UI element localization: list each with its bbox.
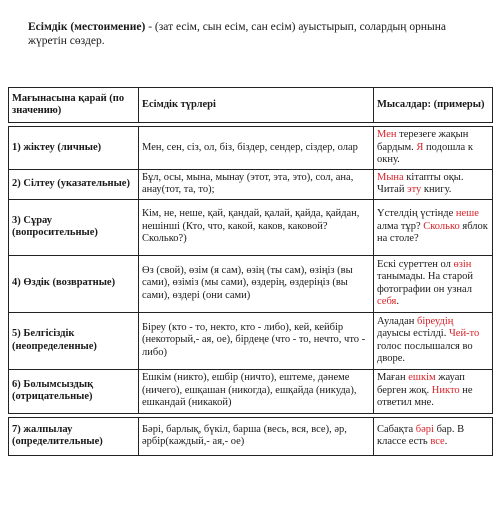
header-meaning: Мағынасына қарай (по значению): [9, 88, 139, 123]
example-text: Ескі суреттен ол: [377, 258, 454, 270]
example-cell: [374, 369, 493, 413]
example-text: подошла к окну.: [377, 141, 473, 165]
types-cell: Мен, сен, сіз, ол, біз, біздер, сендер, сіздер, олар: [139, 127, 374, 170]
highlighted-pronoun: бәрі: [415, 423, 434, 435]
highlighted-pronoun: эту: [407, 184, 422, 195]
example-text: Сабақта: [377, 423, 416, 435]
example-text: .: [444, 436, 448, 447]
table-row: [9, 169, 493, 199]
example-text: Үстелдің үстінде: [377, 208, 456, 220]
highlighted-pronoun: Сколько: [423, 220, 460, 232]
highlighted-pronoun: неше: [455, 208, 479, 220]
intro-term: Есімдік (местоимение): [28, 21, 146, 33]
example-text: дауысы естілді.: [377, 328, 449, 339]
example-text: голос послышался во дворе.: [377, 340, 473, 364]
highlighted-pronoun: ешкім: [408, 372, 436, 384]
example-cell: [374, 127, 493, 170]
types-cell: Кім, не, неше, қай, қандай, қалай, қайда, қайдан, нешінші (Кто, что, какой, каков, каковой? Сколько?): [139, 199, 374, 255]
category-cell: 1) жіктеу (личные): [9, 127, 139, 170]
header-types: Есімдік түрлері: [139, 88, 374, 123]
example-text: алма тұр?: [377, 220, 424, 232]
example-text: .: [396, 296, 399, 307]
highlighted-pronoun: Мына: [377, 171, 404, 183]
category-cell: 7) жалпылау (определительные): [9, 417, 139, 455]
types-cell: Өз (свой), өзім (я сам), өзің (ты сам), өзіңіз (вы сами), өзіміз (мы сами), өздерің, өздеріңіз (вы сами), өздері (они сами): [139, 255, 374, 312]
category-cell: 2) Сілтеу (указательные): [9, 169, 139, 199]
example-text: яблок на столе?: [377, 220, 488, 245]
example-cell: [374, 255, 493, 312]
table-row: [9, 255, 493, 312]
category-cell: 4) Өздік (возвратные): [9, 255, 139, 312]
example-cell: [374, 199, 493, 255]
example-cell: [374, 312, 493, 369]
types-cell: Бәрі, барлық, бүкіл, барша (весь, вся, все), әр, әрбір(каждый,- ая,- ое): [139, 417, 374, 455]
category-cell: 6) Болымсыздық (отрицательные): [9, 369, 139, 413]
category-cell: 3) Сұрау (вопросительные): [9, 199, 139, 255]
highlighted-pronoun: Мен: [377, 129, 397, 140]
example-text: бар. В классе есть: [377, 423, 465, 447]
highlighted-pronoun: Чей-то: [448, 328, 480, 339]
example-text: жауап берген жоқ.: [377, 372, 465, 396]
types-cell: Бұл, осы, мына, мынау (этот, эта, это), сол, ана, анау(тот, та, то);: [139, 169, 374, 199]
example-text: Маған: [377, 372, 409, 384]
types-cell: Ешкім (никто), ешбір (ничто), ештеме, дәнеме (ничего), ешқашан (никогда), ешқайда (никуда), ешкандай (никакой): [139, 369, 374, 413]
example-text: не ответил мне.: [377, 384, 473, 409]
table-row: [9, 127, 493, 170]
highlighted-pronoun: себя: [377, 296, 397, 307]
table-header-row: [9, 88, 493, 123]
intro-paragraph: [28, 20, 478, 48]
highlighted-pronoun: біреудің: [417, 315, 454, 327]
highlighted-pronoun: все: [430, 436, 445, 447]
types-cell: Біреу (кто - то, некто, кто - либо), кей, кейбір (некоторый,- ая, ое), бірдеңе (что - то, нечто, что - либо): [139, 312, 374, 369]
example-cell: [374, 169, 493, 199]
example-text: терезеге жақын бардым.: [377, 129, 469, 153]
highlighted-pronoun: өзін: [453, 258, 472, 270]
category-cell: 5) Белгісіздік (неопределенные): [9, 312, 139, 369]
table-row: [9, 199, 493, 255]
highlighted-pronoun: Я: [416, 141, 424, 153]
highlighted-pronoun: Никто: [431, 384, 460, 396]
example-text: танымады. На старой фотографии он узнал: [377, 271, 473, 295]
example-text: Ауладан: [377, 315, 417, 327]
example-text: книгу.: [421, 184, 452, 195]
table-row: [9, 312, 493, 369]
example-cell: [374, 417, 493, 455]
intro-definition: - (зат есім, сын есім, сан есім) ауыстырып, солардың орнына жүретін сөздер.: [28, 21, 446, 47]
pronoun-table: [8, 87, 493, 456]
table-row: [9, 417, 493, 455]
header-examples: Мысалдар: (примеры): [374, 88, 493, 123]
table-row: [9, 369, 493, 413]
example-text: кітапты оқы. Читай: [377, 171, 464, 195]
